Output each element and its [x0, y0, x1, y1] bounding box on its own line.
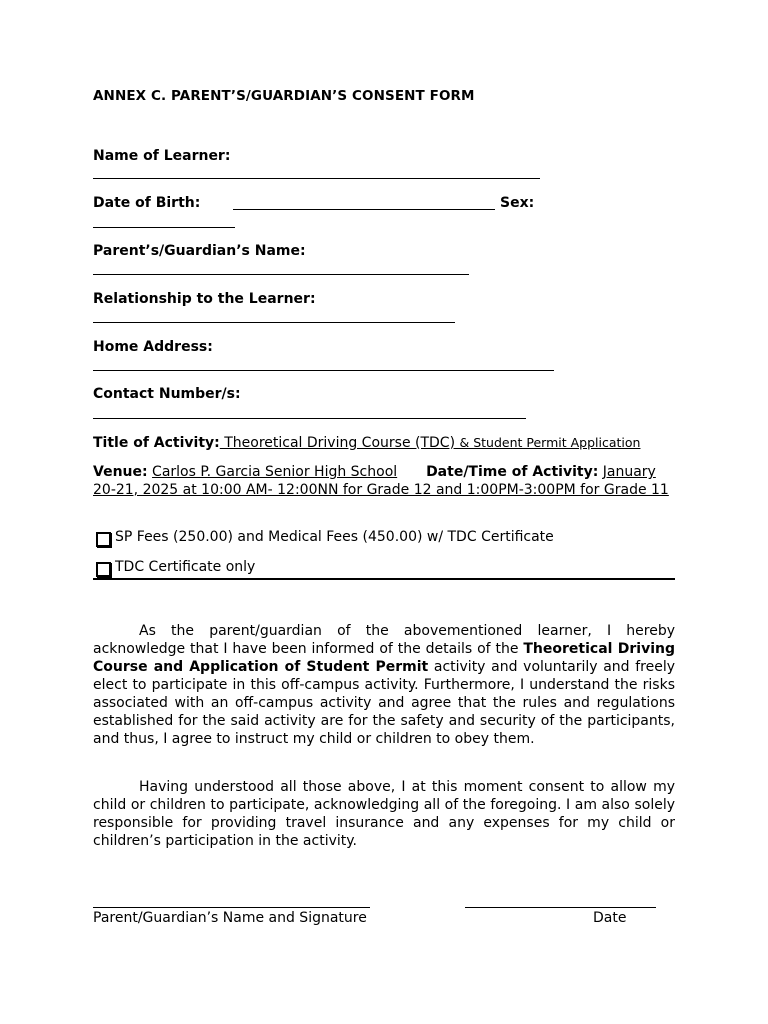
- consent-paragraph: Having understood all those above, I at this moment consent to allow my child or children to participate, acknowledging all of the foregoing. I am also solely responsible for providing travel insurance and any expenses for my child or children’s participation in the activity.: [93, 779, 675, 849]
- datetime-value: January 20-21, 2025 at 10:00 AM- 12:00NN for Grade 12 and 1:00PM-3:00PM for Grade 11: [93, 464, 669, 498]
- relationship-label: Relationship to the Learner:: [93, 291, 316, 307]
- signature-line[interactable]: [93, 907, 370, 908]
- date-label: Date: [593, 910, 627, 926]
- sex-line[interactable]: [93, 227, 235, 228]
- para1-text-a: As the parent/guardian of the abovementioned learner, I hereby acknowledge that I have been informed of the details of the: [93, 623, 675, 657]
- parent-name-line[interactable]: [93, 274, 469, 275]
- para1-bold: Theoretical Driving Course and Application of Student Permit: [93, 641, 675, 675]
- form-title: ANNEX C. PARENT’S/GUARDIAN’S CONSENT FORM: [93, 88, 475, 104]
- activity-title-row: [93, 435, 640, 451]
- para1-text-b: activity and voluntarily and freely elect to participate in this off-campus activity. Furthermore, I understand the risks associated with an off-campus activity and agree that the rules and regulations established for the said activity are for the safety and security of the participants, and thus, I agree to instruct my child or children to obey them.: [93, 659, 675, 747]
- venue-datetime-block: [93, 463, 675, 499]
- sp-medical-fees-checkbox[interactable]: [96, 532, 111, 547]
- venue-value: Carlos P. Garcia Senior High School: [152, 464, 398, 480]
- datetime-label: Date/Time of Activity:: [426, 464, 599, 480]
- sp-medical-fees-label: SP Fees (250.00) and Medical Fees (450.00) w/ TDC Certificate: [115, 529, 554, 545]
- relationship-line[interactable]: [93, 322, 455, 323]
- address-label: Home Address:: [93, 339, 213, 355]
- activity-title-value: [220, 435, 641, 451]
- tdc-only-label: TDC Certificate only: [115, 559, 256, 575]
- parent-name-label: Parent’s/Guardian’s Name:: [93, 243, 306, 259]
- contact-line[interactable]: [93, 418, 526, 419]
- tdc-only-checkbox[interactable]: [96, 562, 111, 577]
- activity-title-main: Theoretical Driving Course (TDC): [219, 435, 460, 451]
- consent-form-page: [93, 0, 675, 1024]
- section-divider: [93, 578, 675, 580]
- contact-label: Contact Number/s:: [93, 386, 241, 402]
- learner-name-line[interactable]: [93, 178, 540, 179]
- dob-line[interactable]: [233, 209, 495, 210]
- activity-title-small: & Student Permit Application: [459, 435, 641, 450]
- acknowledgement-paragraph: [93, 622, 675, 748]
- activity-title-label: Title of Activity:: [93, 435, 220, 451]
- signature-label: Parent/Guardian’s Name and Signature: [93, 910, 367, 926]
- address-line[interactable]: [93, 370, 554, 371]
- sex-label: Sex:: [500, 195, 535, 211]
- date-line[interactable]: [465, 907, 656, 908]
- dob-label: Date of Birth:: [93, 195, 201, 211]
- learner-name-label: Name of Learner:: [93, 148, 231, 164]
- venue-label: Venue:: [93, 464, 148, 480]
